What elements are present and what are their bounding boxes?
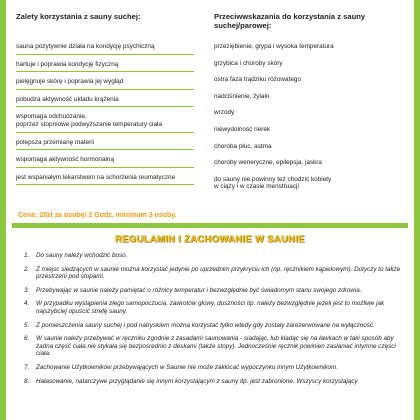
rule-item — [24, 266, 406, 281]
advantages-heading: Zalety korzystania z sauny suchej: — [16, 12, 141, 21]
advantage-item: hartuje i poprawia kondycję fizyczną — [16, 58, 194, 73]
rule-item — [24, 378, 406, 386]
rule-text: Do sauny należy wchodzić boso. — [36, 252, 128, 259]
contraindications-column — [210, 12, 408, 197]
contraindication-item: niewydolność nerek — [214, 125, 271, 133]
rule-number: 8. — [24, 377, 30, 385]
rule-number: 7. — [24, 363, 30, 371]
rule-item — [24, 287, 406, 295]
rule-number: 3. — [24, 286, 30, 294]
rule-text: Przebywając w saunie należy pamiętać o różnicy temperatur i bezwzględnie być świadomym stanu swojego zdrowia. — [36, 286, 362, 294]
rule-text: Zachowanie Użytkowników przebywających w Saunie nie może zakłócać wypoczynku innym Użytkownikom. — [36, 363, 339, 371]
advantage-item: pielęgnuje skórę i poprawia jej wygląd — [16, 75, 194, 90]
contraindication-item: wrzody — [214, 109, 235, 117]
advantages-column — [12, 12, 210, 197]
rule-item — [24, 364, 406, 372]
rules-list — [24, 252, 406, 391]
contraindication-item: nadciśnienie, żylaki — [214, 92, 270, 100]
rule-number: 4. — [24, 300, 30, 308]
advantage-item: sauna pozytywnie działa na kondycję psychiczną — [16, 40, 194, 55]
contraindication-item: ostra faza trądziku różowatego — [214, 76, 302, 84]
rule-text: Hałasowanie, natarczywe przyglądanie się innym korzystającym z sauny itp. jest zabronione. Wszyscy korzystający — [36, 377, 358, 385]
rule-number: 2. — [24, 265, 30, 273]
advantage-item: jest wspaniałym lekarstwem na schorzenia reumatyczne — [16, 171, 194, 186]
price-note: Cena: 20zł za osobę/ 2 Godz. minimum 3 osoby. — [18, 212, 177, 219]
green-divider — [12, 223, 408, 228]
contraindications-list — [214, 40, 404, 194]
rule-text: Z miejsc siedzących w saunie można korzystać jedynie po uprzednim przykryciu ich (np. ręcznikiem kąpielowym). Dotyczy to także przestrzeni pod stopami. — [36, 265, 401, 281]
rule-item — [24, 300, 406, 315]
contraindication-item: grzybica i choroby skóry — [214, 59, 283, 67]
contraindication-item: do sauny nie powinny też chodzić kobiety w ciąży i w czasie menstruacji — [214, 175, 332, 191]
rule-item — [24, 335, 406, 358]
contraindication-item: choroby weneryczne, epilepsja, jaskra — [214, 159, 322, 167]
rule-text: W saunie należy przebywać w ręczniku zgodnie z zasadami saunowania - siadając, lub kładąc się na ławkach w taki sposób aby żadna część ciała nie stykała się bezpośrednio z deskami (także stopy). Jednocześnie ręcznik powinien zasłaniać intymne części ciała. — [36, 335, 396, 358]
info-columns — [12, 12, 408, 197]
rule-number: 6. — [24, 335, 30, 343]
rule-item — [24, 322, 406, 330]
rule-item — [24, 252, 406, 260]
advantages-list — [16, 40, 194, 185]
rule-number: 1. — [24, 252, 30, 259]
rule-text: W przypadku wystąpienia złego samopoczucia, zawrotów głowy, duszności itp. należy bezwzględnie jeżeli jest to możliwe jak najszybciej opuścić strefę sauny. — [36, 300, 385, 315]
rule-text: Z pomieszczenia sauny suchej i pod natryskiem można korzystać tylko wtedy gdy zostały zarezerwowane na wyłączność. — [36, 321, 375, 329]
rule-number: 5. — [24, 321, 30, 329]
advantage-item: wspomaga aktywność hormonalną — [16, 153, 194, 168]
advantage-item: wspomaga odchudzanie, poprzez stopniowe podwyższanie temperatury ciała — [16, 110, 194, 132]
advantage-item: polepsza przemianę materii — [16, 136, 194, 151]
contraindication-item: przeziębienie, grypa i wysoka temperatura — [214, 43, 334, 50]
contraindication-item: choroba płuc, astma — [214, 142, 272, 150]
advantage-item: pobudza aktywność układu krążenia — [16, 93, 194, 108]
regulamin-title: REGULAMIN I ZACHOWANIE W SAUNIE — [115, 234, 305, 245]
contraindications-heading: Przeciwwskazania do korzystania z sauny suchej/parowej: — [214, 12, 366, 30]
